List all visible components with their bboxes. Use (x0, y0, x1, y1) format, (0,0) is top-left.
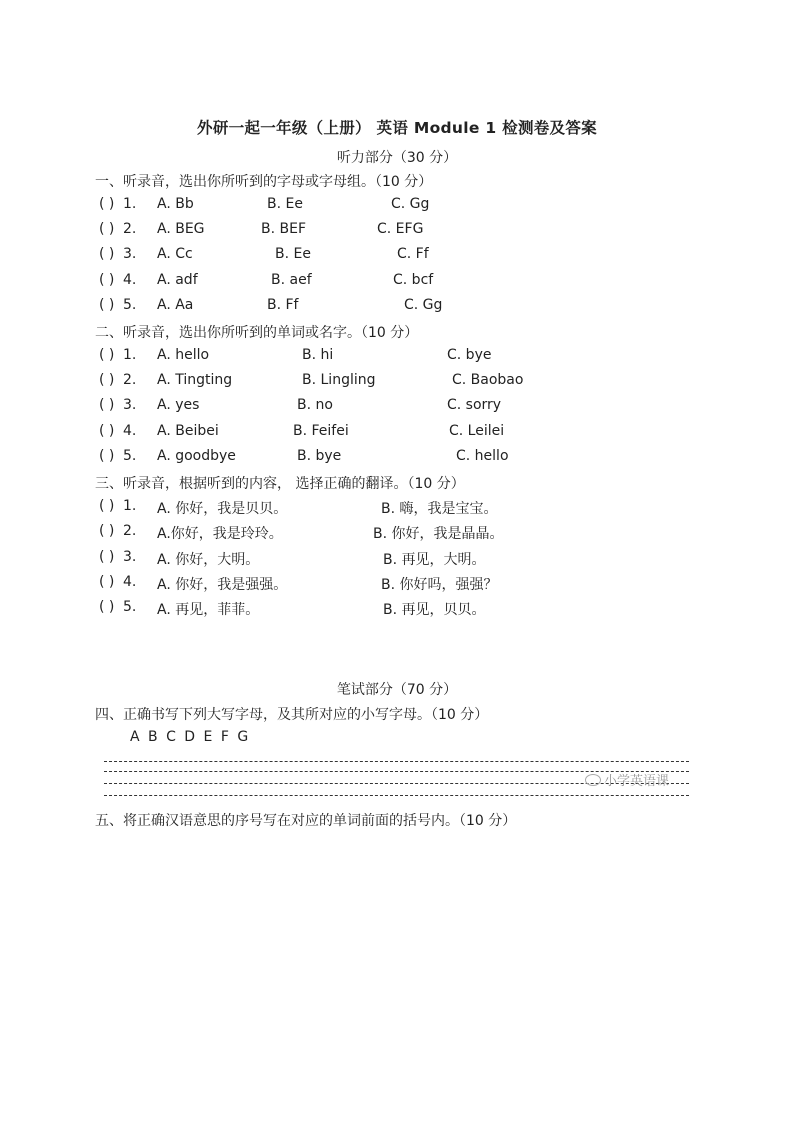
answer-blank: ( ) (99, 246, 115, 262)
option-a: A. 你好，大明。 (157, 552, 260, 568)
option-a: A. 再见，菲菲。 (157, 602, 260, 618)
question-number: 1. (123, 196, 137, 212)
question-number: 5. (123, 448, 137, 464)
uppercase-letters: A B C D E F G (130, 729, 249, 745)
option-a: A. adf (157, 272, 198, 288)
option-b: B. Ee (267, 196, 303, 212)
option-c: C. Gg (404, 297, 443, 313)
answer-blank: ( ) (99, 297, 115, 313)
option-b: B. Ff (267, 297, 299, 313)
option-a: A. 你好，我是强强。 (157, 577, 288, 593)
option-b: B. 再见，大明。 (383, 552, 486, 568)
option-a: A. Aa (157, 297, 194, 313)
option-b: B. 嗨，我是宝宝。 (381, 501, 498, 517)
option-b: B. bye (297, 448, 342, 464)
option-a: A. Tingting (157, 372, 233, 388)
question-number: 3. (123, 397, 137, 413)
chat-bubble-icon (585, 774, 601, 786)
option-c: C. EFG (377, 221, 424, 237)
writing-header: 笔试部分（70 分） (336, 682, 458, 698)
option-b: B. 你好吗，强强？ (381, 577, 498, 593)
section-5-heading: 五、将正确汉语意思的序号写在对应的单词前面的括号内。（10 分） (95, 813, 517, 829)
answer-blank: ( ) (99, 397, 115, 413)
answer-blank: ( ) (99, 523, 115, 539)
question-number: 4. (123, 574, 137, 590)
page-title: 外研一起一年级（上册） 英语 Module 1 检测卷及答案 (197, 119, 597, 137)
answer-blank: ( ) (99, 196, 115, 212)
option-b: B. Feifei (293, 423, 349, 439)
section-1-heading: 一、听录音，选出你所听到的字母或字母组。（10 分） (95, 174, 433, 190)
option-a: A. 你好，我是贝贝。 (157, 501, 288, 517)
option-c: C. hello (456, 448, 509, 464)
watermark-text: 小学英语课 (604, 774, 670, 789)
option-a: A. Beibei (157, 423, 219, 439)
option-b: B. aef (271, 272, 312, 288)
answer-blank: ( ) (99, 448, 115, 464)
question-number: 5. (123, 297, 137, 313)
option-b: B. BEF (261, 221, 307, 237)
option-c: C. bcf (393, 272, 434, 288)
option-b: B. 你好，我是晶晶。 (373, 526, 504, 542)
question-number: 2. (123, 221, 137, 237)
option-c: C. Baobao (452, 372, 524, 388)
option-c: C. sorry (447, 397, 502, 413)
question-number: 5. (123, 599, 137, 615)
option-b: B. Lingling (302, 372, 376, 388)
question-number: 3. (123, 549, 137, 565)
option-a: A. BEG (157, 221, 205, 237)
answer-blank: ( ) (99, 498, 115, 514)
option-a: A. Cc (157, 246, 193, 262)
question-number: 1. (123, 347, 137, 363)
option-b: B. Ee (275, 246, 311, 262)
answer-blank: ( ) (99, 423, 115, 439)
answer-blank: ( ) (99, 574, 115, 590)
question-number: 3. (123, 246, 137, 262)
option-a: A. goodbye (157, 448, 236, 464)
section-2-heading: 二、听录音，选出你所听到的单词或名字。（10 分） (95, 325, 419, 341)
option-a: A.你好，我是玲玲。 (157, 526, 283, 542)
option-a: A. Bb (157, 196, 194, 212)
answer-blank: ( ) (99, 272, 115, 288)
answer-blank: ( ) (99, 599, 115, 615)
option-a: A. hello (157, 347, 210, 363)
option-b: B. no (297, 397, 333, 413)
watermark (585, 770, 669, 789)
option-c: C. bye (447, 347, 492, 363)
option-b: B. 再见，贝贝。 (383, 602, 486, 618)
answer-blank: ( ) (99, 221, 115, 237)
option-c: C. Ff (397, 246, 429, 262)
option-b: B. hi (302, 347, 334, 363)
option-c: C. Gg (391, 196, 430, 212)
question-number: 4. (123, 272, 137, 288)
option-a: A. yes (157, 397, 200, 413)
writing-line (104, 795, 689, 796)
question-number: 4. (123, 423, 137, 439)
section-4-heading: 四、正确书写下列大写字母，及其所对应的小写字母。（10 分） (95, 707, 489, 723)
question-number: 2. (123, 523, 137, 539)
writing-line (104, 761, 689, 762)
question-number: 1. (123, 498, 137, 514)
answer-blank: ( ) (99, 549, 115, 565)
answer-blank: ( ) (99, 372, 115, 388)
question-number: 2. (123, 372, 137, 388)
section-3-heading: 三、听录音，根据听到的内容， 选择正确的翻译。（10 分） (95, 476, 465, 492)
answer-blank: ( ) (99, 347, 115, 363)
listening-header: 听力部分（30 分） (336, 150, 458, 166)
option-c: C. Leilei (449, 423, 505, 439)
